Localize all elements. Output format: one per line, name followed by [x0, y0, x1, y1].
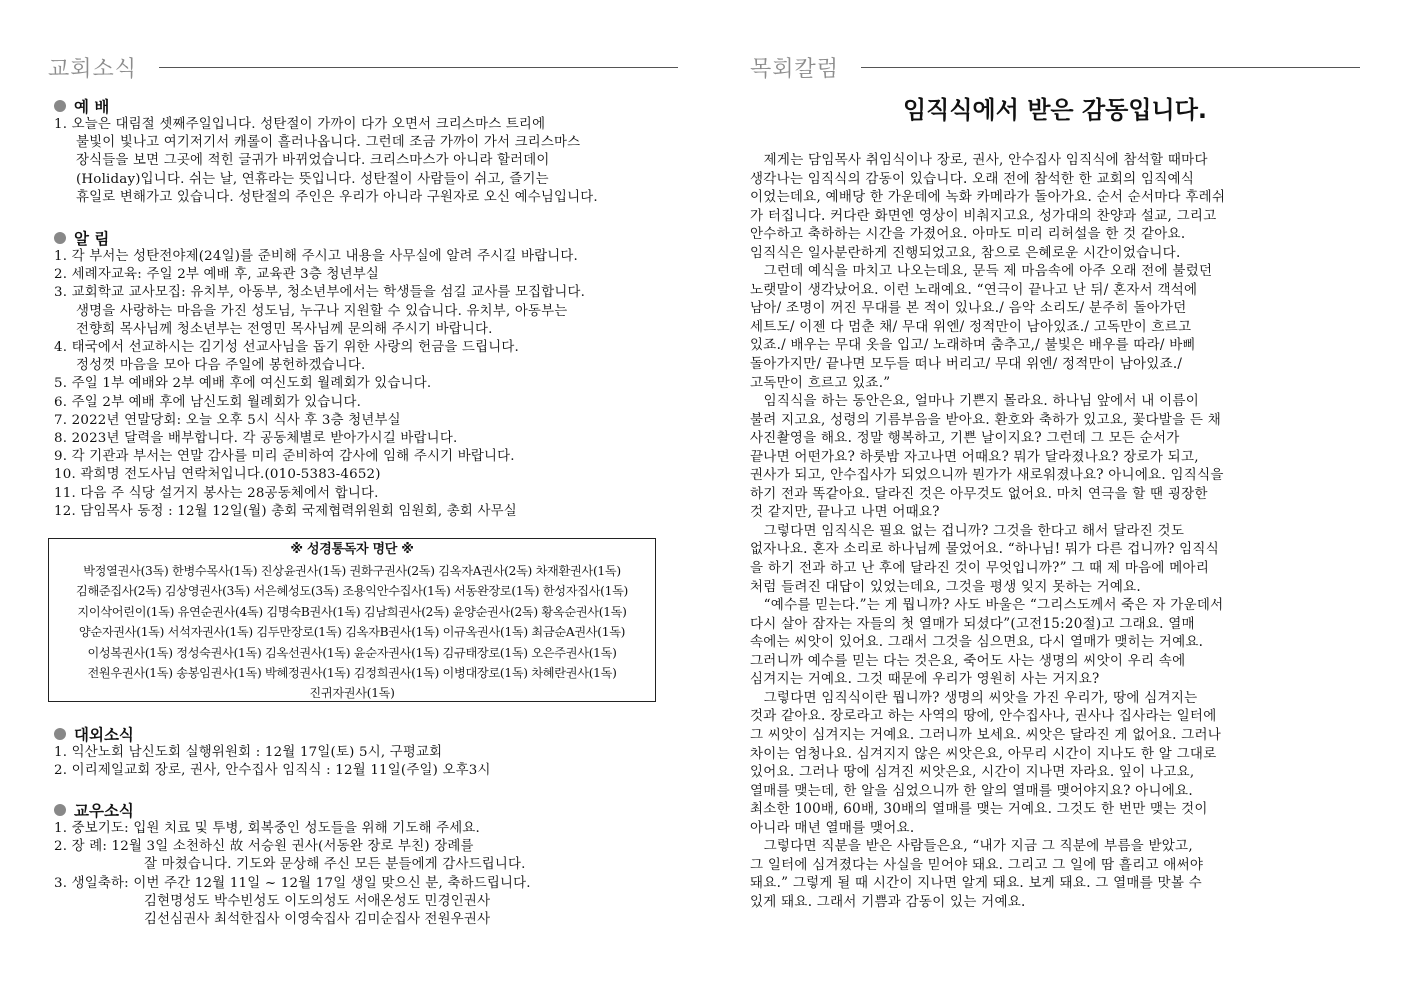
- column-line: 끝나면 어떤가요? 하룻밤 자고나면 어때요? 뭐가 달라졌나요? 장로가 되고,: [750, 448, 1199, 465]
- notice-item: 5. 주일 1부 예배와 2부 예배 후에 여신도회 월례회가 있습니다.: [54, 376, 432, 392]
- bible-readers-row: 전원우권사(1독) 송봉임권사(1독) 박혜정권사(1독) 김정희권사(1독) 이병대장로(1독) 차혜란권사(1독): [87, 666, 617, 681]
- column-line: 권사가 되고, 안수집사가 되었으니까 뭔가가 새로워졌나요? 아니에요. 임직식을: [750, 467, 1224, 484]
- bullet-dot-icon: [54, 100, 66, 112]
- column-line: 노랫말이 생각났어요. 이런 노래예요. “연극이 끝나고 난 뒤/ 혼자서 객석에: [750, 281, 1198, 298]
- notice-item: 4. 태국에서 선교하시는 김기성 선교사님을 돕기 위한 사랑의 헌금을 드립니다.: [54, 340, 519, 356]
- notice-item: 전향희 목사님께 청소년부는 전영민 목사님께 문의해 주시기 바랍니다.: [76, 321, 493, 337]
- worship-line: 휴일로 변해가고 있습니다. 성탄절의 주인은 우리가 아니라 구원자로 오신 예수님입니다.: [76, 189, 598, 205]
- birthday-names: 김현명성도 박수빈성도 이도의성도 서애온성도 민경인권사: [144, 893, 491, 909]
- notice-item: 7. 2022년 연말당회: 오늘 오후 5시 식사 후 3층 청년부실: [54, 412, 401, 428]
- column-line: 있어요. 그러나 땅에 심겨진 씨앗은요, 시간이 지나면 자라요. 잎이 나고요,: [750, 764, 1195, 781]
- column-line: 임직식을 하는 동안은요, 얼마나 기쁜지 몰라요. 하나님 앞에서 내 이름이: [750, 393, 1200, 410]
- worship-line: (Holiday)입니다. 쉬는 날, 연휴라는 뜻입니다. 성탄절이 사람들이 쉬고, 즐기는: [76, 171, 549, 187]
- notices-list: [54, 248, 654, 521]
- column-line: 것과 같아요. 장로라고 하는 사역의 땅에, 안수집사나, 권사나 집사라는 일터에: [750, 708, 1217, 725]
- column-line: 그렇다면 임직식은 필요 없는 겁니까? 그것을 한다고 해서 달라진 것도: [750, 522, 1185, 539]
- bible-readers-row: 김해준집사(2독) 김상영권사(3독) 서은혜성도(3독) 조용익안수집사(1독) 서동완장로(1독) 한성자집사(1독): [75, 584, 629, 599]
- column-line: 다시 살아 잠자는 자들의 첫 열매가 되셨다”(고전15:20절)고 그래요. 열매: [750, 615, 1195, 632]
- column-line: 하기 전과 똑같아요. 달라진 것은 아무것도 없어요. 마치 연극을 할 땐 굉장한: [750, 485, 1208, 502]
- header-divider: [159, 67, 678, 68]
- column-line: 돌아가지만/ 끝나면 모두들 떠나 버리고/ 무대 위엔/ 정적만이 남아있죠./: [750, 356, 1183, 373]
- external-news-item: 1. 익산노회 남신도회 실행위원회 : 12월 17일(토) 5시, 구평교회: [54, 745, 443, 760]
- column-line: 것 같지만, 끝나고 나면 어때요?: [750, 504, 940, 521]
- worship-section: [54, 96, 654, 207]
- worship-line: 장식들을 보면 그곳에 적힌 글귀가 바뀌었습니다. 크리스마스가 아니라 할러데이: [76, 153, 550, 169]
- column-body: [750, 151, 1355, 911]
- header-divider: [861, 67, 1360, 68]
- member-news-section: [54, 800, 654, 929]
- external-news-item: 2. 이리제일교회 장로, 권사, 안수집사 임직식 : 12월 11일(주일) 오후3시: [54, 763, 491, 779]
- column-line: 고독만이 흐르고 있죠.”: [750, 374, 891, 391]
- notices-section: [54, 228, 654, 521]
- bible-readers-row: 박정열권사(3독) 한병수목사(1독) 진상윤권사(1독) 권화구권사(2독) 김옥자A권사(2독) 차재환권사(1독): [83, 564, 621, 578]
- external-news-list: [54, 744, 654, 780]
- worship-title: 예 배: [74, 98, 110, 116]
- column-title: 임직식에서 받은 감동입니다.: [902, 96, 1208, 124]
- column-line: 안수하고 축하하는 시간을 가졌어요. 아마도 미리 리허설을 한 것 같아요.: [750, 226, 1186, 243]
- church-news-title: 교회소식: [48, 57, 138, 82]
- column-line: 아니라 매년 열매를 맺어요.: [750, 819, 915, 836]
- member-news-item: 1. 중보기도: 입원 치료 및 투병, 회복중인 성도들을 위해 기도해 주세요.: [54, 821, 481, 836]
- notice-item: 2. 세례자교육: 주일 2부 예배 후, 교육관 3층 청년부실: [54, 267, 380, 283]
- bible-readers-title: ※ 성경통독자 명단 ※: [290, 542, 414, 557]
- bible-readers-row: 진귀자권사(1독): [309, 686, 395, 701]
- bullet-dot-icon: [54, 804, 66, 816]
- column-line: 열매를 맺는데, 한 알을 심었으니까 한 알의 열매를 맺어야지요? 아니에요.: [750, 782, 1193, 799]
- bible-readers-row: 양순자권사(1독) 서석자권사(1독) 김두만장로(1독) 김옥자B권사(1독) 이규옥권사(1독) 최금순A권사(1독): [78, 625, 626, 640]
- column-line: 제게는 담임목사 취임식이나 장로, 권사, 안수집사 임직식에 참석할 때마다: [750, 152, 1208, 168]
- worship-text: [54, 116, 654, 207]
- column-line: 남아/ 조명이 꺼진 무대를 본 적이 있나요./ 음악 소리도/ 분주히 돌아가던: [750, 300, 1187, 317]
- column-line: 그렇다면 임직식이란 뭡니까? 생명의 씨앗을 가진 우리가, 땅에 심겨지는: [750, 689, 1198, 706]
- column-line: 그 씨앗이 심겨지는 거예요. 그러니까 보세요. 씨앗은 달라진 게 없어요. 그러나: [750, 726, 1222, 743]
- column-line: 심겨지는 거예요. 그것 때문에 우리가 영원히 사는 거지요?: [750, 671, 1100, 688]
- column-line: 이었는데요, 예배당 한 가운데에 녹화 카메라가 돌아가요. 순서 순서마다 후레쉬: [750, 189, 1226, 206]
- column-line: 임직식은 일사분란하게 진행되었고요, 참으로 은혜로운 시간이었습니다.: [750, 244, 1181, 261]
- notice-item: 1. 각 부서는 성탄전야제(24일)를 준비해 주시고 내용을 사무실에 알려 주시길 바랍니다.: [54, 249, 578, 264]
- worship-line: 1. 오늘은 대림절 셋째주일입니다. 성탄절이 가까이 다가 오면서 크리스마스 트리에: [54, 117, 546, 132]
- column-line: 처럼 들려진 대답이 있었는데요, 그것을 평생 잊지 못하는 거예요.: [750, 578, 1141, 595]
- member-news-item: 3. 생일축하: 이번 주간 12월 11일 ~ 12월 17일 생일 맞으신 분, 축하드립니다.: [54, 875, 531, 891]
- member-news-title: 교우소식: [74, 802, 134, 820]
- column-line: 가 터집니다. 커다란 화면엔 영상이 비춰지고요, 성가대의 찬양과 설교, 그리고: [750, 207, 1217, 224]
- notice-item: 생명을 사랑하는 마음을 가진 성도님, 누구나 지원할 수 있습니다. 유치부, 아동부는: [76, 303, 568, 319]
- bullet-dot-icon: [54, 728, 66, 740]
- notice-item: 6. 주일 2부 예배 후에 남신도회 월례회가 있습니다.: [54, 394, 362, 410]
- notice-item: 정성껏 마음을 모아 다음 주일에 봉헌하겠습니다.: [76, 358, 366, 374]
- pastor-column-header: [750, 52, 1360, 83]
- column-line: 그런데 예식을 마치고 나오는데요, 문득 제 마음속에 아주 오래 전에 불렀던: [750, 263, 1213, 280]
- pastor-column-label: 목회칼럼: [750, 57, 840, 82]
- column-line: 사진촬영을 해요. 정말 행복하고, 기쁜 날이지요? 그런데 그 모든 순서가: [750, 430, 1180, 447]
- notice-item: 9. 각 기관과 부서는 연말 감사를 미리 준비하여 감사에 임해 주시기 바랍니다.: [54, 449, 515, 465]
- column-line: 있게 돼요. 그래서 기쁨과 감동이 있는 거예요.: [750, 893, 1026, 910]
- column-line: 을 하기 전과 하고 난 후에 달라진 것이 무엇입니까?” 그 때 제 마음에 메아리: [750, 560, 1210, 577]
- birthday-names: 김선심권사 최석한집사 이영숙집사 김미순집사 전원우권사: [144, 912, 491, 928]
- bible-readers-row: 지이삭어린이(1독) 유연순권사(4독) 김명숙B권사(1독) 김남희권사(2독) 윤양순권사(2독) 황옥순권사(1독): [77, 604, 627, 619]
- notice-item: 12. 담임목사 동정 : 12월 12일(월) 총회 국제협력위원회 임원회, 총회 사무실: [54, 503, 517, 519]
- notice-item: 8. 2023년 달력을 배부합니다. 각 공동체별로 받아가시길 바랍니다.: [54, 431, 458, 447]
- notice-item: 10. 곽희명 전도사님 연락처입니다.(010-5383-4652): [54, 467, 381, 483]
- column-line: 그렇다면 직분을 받은 사람들은요, “내가 지금 그 직분에 부름을 받았고,: [750, 838, 1193, 855]
- notice-item: 11. 다음 주 식당 설거지 봉사는 28공동체에서 합니다.: [54, 485, 379, 501]
- bible-readers-box: [48, 538, 656, 702]
- column-line: 세트도/ 이젠 다 멈춘 채/ 무대 위엔/ 정적만이 남아있죠./ 고독만이 흐르고: [750, 318, 1192, 335]
- church-news-header: [48, 52, 678, 83]
- column-line: 불려 지고요, 성령의 기름부음을 받아요. 환호와 축하가 있고요, 꽃다발을 든 채: [750, 411, 1222, 428]
- notices-title: 알 림: [74, 230, 110, 248]
- column-line: “예수를 믿는다.”는 게 뭡니까? 사도 바울은 “그리스도께서 죽은 자 가운데서: [750, 597, 1224, 614]
- member-news-item: 잘 마쳤습니다. 기도와 문상해 주신 모든 분들에게 감사드립니다.: [144, 857, 526, 873]
- column-line: 생각나는 임직식의 감동이 있습니다. 오래 전에 참석한 한 교회의 임직예식: [750, 170, 1195, 187]
- external-news-section: [54, 724, 654, 780]
- bullet-dot-icon: [54, 232, 66, 244]
- external-news-title: 대외소식: [74, 726, 134, 744]
- column-line: 그러니까 예수를 믿는 다는 것은요, 죽어도 사는 생명의 씨앗이 우리 속에: [750, 652, 1186, 669]
- column-line: 차이는 엄청나요. 심겨지지 않은 씨앗은요, 아무리 시간이 지나도 한 알 그대로: [750, 745, 1217, 762]
- column-line: 그 일터에 심겨졌다는 사실을 믿어야 돼요. 그리고 그 일에 땀 흘리고 애써야: [750, 856, 1204, 873]
- member-news-list: [54, 820, 654, 929]
- column-line: 없자나요. 혼자 소리로 하나님께 물었어요. “하나님! 뭐가 다른 겁니까? 임직식: [750, 541, 1219, 558]
- notice-item: 3. 교회학교 교사모집: 유치부, 아동부, 청소년부에서는 학생들을 섬길 교사를 모집합니다.: [54, 285, 586, 301]
- column-line: 최소한 100배, 60배, 30배의 열매를 맺는 거예요. 그것도 한 번만 맺는 것이: [750, 801, 1208, 818]
- worship-line: 불빛이 빛나고 여기저기서 캐롤이 흘러나옵니다. 그런데 조금 가까이 가서 크리스마스: [76, 135, 581, 151]
- column-line: 돼요.” 그렇게 될 때 시간이 지나면 알게 돼요. 보게 돼요. 그 열매를 맛볼 수: [750, 875, 1202, 892]
- column-line: 있죠./ 배우는 무대 옷을 입고/ 노래하며 춤추고,/ 불빛은 배우를 따라/ 바삐: [750, 337, 1196, 354]
- bible-readers-row: 이성복권사(1독) 정성숙권사(1독) 김옥선권사(1독) 윤순자권사(1독) 김규태장로(1독) 오은주권사(1독): [87, 645, 617, 660]
- column-line: 속에는 씨앗이 있어요. 그래서 그것을 심으면요, 다시 열매가 맺히는 거예요.: [750, 634, 1204, 651]
- member-news-item: 2. 장 례: 12월 3일 소천하신 故 서승원 권사(서동완 장로 부친) 장례를: [54, 839, 474, 855]
